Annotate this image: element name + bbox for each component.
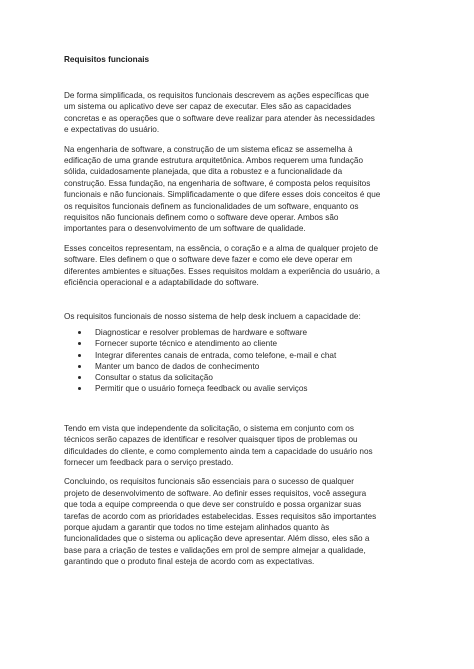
list-item: Manter um banco de dados de conhecimento <box>64 361 414 372</box>
paragraph-essence: Esses conceitos representam, na essência, o coração e a alma de qualquer projeto de software. Eles definem o que o software deve fazer e como ele deve operar em diferentes ambientes e situações. Esses requisitos moldam a experiência do usuário, a eficiência operacional e a adaptabilidade do software. <box>64 243 380 288</box>
list-intro: Os requisitos funcionais de nosso sistema de help desk incluem a capacidade de: <box>64 311 361 321</box>
paragraph-engineering: Na engenharia de software, a construção de um sistema eficaz se assemelha à edificação de uma grande estrutura arquitetônica. Ambos requerem uma fundação sólida, cuidadosamente planejada, que dita a robustez e a funcionalidade da construção. Essa fundação, na engenharia de software, é composta pelos requisitos funcionais e não funcionais. Simplificadamente o que difere esses dois conceitos é que os requisitos funcionais definem as funcionalidades de um software, enquanto os requisitos não funcionais definem como o software deve operar. Ambos são importantes para o desenvolvimento de um software de qualidade. <box>64 144 381 234</box>
spacer <box>64 297 414 311</box>
list-item: Fornecer suporte técnico e atendimento ao cliente <box>64 338 414 349</box>
list-item: Consultar o status da solicitação <box>64 372 414 383</box>
paragraph-conclusion: Concluindo, os requisitos funcionais são essenciais para o sucesso de qualquer projeto de desenvolvimento de software. Ao definir esses requisitos, você assegura que toda a equipe compreenda o que deve ser construído e possa organizar suas tarefas de acordo com as prioridades estabelecidas. Esses requisitos são importantes porque ajudam a garantir que todos no time estejam alinhados quanto às funcionalidades que o sistema ou aplicação deve apresentar. Além disso, eles são a base para a criação de testes e validações em prol de sempre almejar a qualidade, garantindo que o produto final esteja de acordo com as expectativas. <box>64 477 377 567</box>
document-title: Requisitos funcionais <box>64 55 150 64</box>
requirements-list <box>64 327 414 395</box>
list-item: Integrar diferentes canais de entrada, como telefone, e-mail e chat <box>64 350 414 361</box>
list-item: Diagnosticar e resolver problemas de hardware e software <box>64 327 414 338</box>
paragraph-closing-1: Tendo em vista que independente da solicitação, o sistema em conjunto com os técnicos serão capazes de identificar e resolver quaisquer tipos de problemas ou dificuldades do cliente, e como complemento ainda tem a capacidade do usuário nos fornecer um feedback para o serviço prestado. <box>64 423 373 467</box>
list-item: Permitir que o usuário forneça feedback ou avalie serviços <box>64 383 414 394</box>
paragraph-intro: De forma simplificada, os requisitos funcionais descrevem as ações específicas que um sistema ou aplicativo deve ser capaz de executar. Eles são as capacidades concretas e as operações que o software deve realizar para atender às necessidades e expectativas do usuário. <box>64 91 375 135</box>
document-page <box>64 54 414 576</box>
